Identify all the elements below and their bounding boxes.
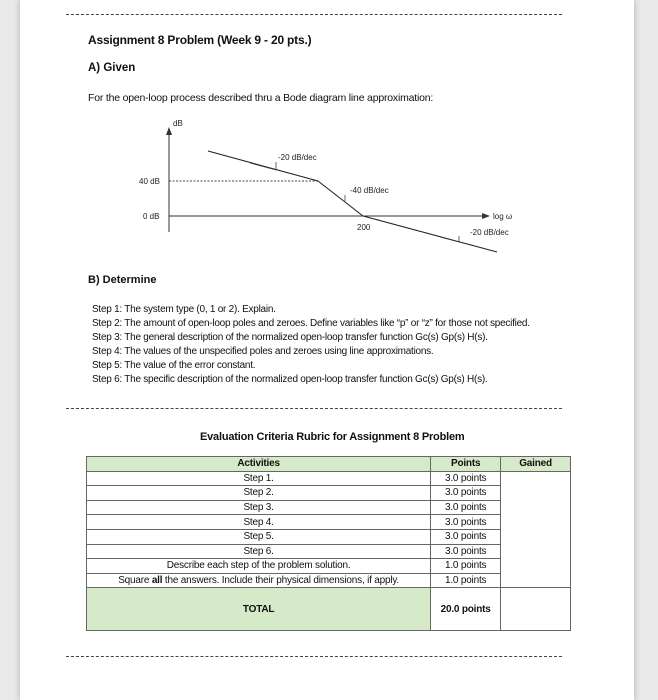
section-a-intro: For the open-loop process described thru a Bode diagram line approximation: xyxy=(88,92,434,104)
step-item-4: Step 4: The values of the unspecified poles and zeroes using line approximations. xyxy=(92,346,434,357)
table-row xyxy=(87,559,571,574)
step-item-2: Step 2: The amount of open-loop poles and zeroes. Define variables like “p” or “z” for those not specified. xyxy=(92,318,530,329)
section-a-heading: A) Given xyxy=(88,62,136,74)
gained-cell xyxy=(501,529,571,544)
bode-slope-1-label: -20 dB/dec xyxy=(278,153,317,162)
points-header: Points xyxy=(431,457,501,472)
gained-cell xyxy=(501,515,571,530)
total-row xyxy=(87,588,571,631)
activity-cell: Step 6. xyxy=(87,544,431,559)
points-cell: 3.0 points xyxy=(431,471,501,486)
gained-cell xyxy=(501,486,571,501)
points-cell: 1.0 points xyxy=(431,559,501,574)
table-row xyxy=(87,500,571,515)
bode-y-label: dB xyxy=(173,119,183,128)
table-row xyxy=(87,529,571,544)
step-item-6: Step 6: The specific description of the normalized open-loop transfer function Gc(s) Gp(s) H(s). xyxy=(92,374,488,385)
assignment-title: Assignment 8 Problem (Week 9 - 20 pts.) xyxy=(88,33,312,47)
gained-cell xyxy=(501,559,571,574)
points-cell: 3.0 points xyxy=(431,500,501,515)
section-b-heading: B) Determine xyxy=(88,274,157,286)
table-row xyxy=(87,544,571,559)
activity-cell: Step 2. xyxy=(87,486,431,501)
bode-slope-2-label: -40 dB/dec xyxy=(350,186,389,195)
step-item-1: Step 1: The system type (0, 1 or 2). Explain. xyxy=(92,304,276,315)
points-cell: 3.0 points xyxy=(431,486,501,501)
step-item-3: Step 3: The general description of the normalized open-loop transfer function Gc(s) Gp(s) H(s). xyxy=(92,332,488,343)
gained-cell xyxy=(501,471,571,486)
gained-cell xyxy=(501,544,571,559)
steps-list xyxy=(92,303,530,387)
bode-diagram xyxy=(0,0,658,270)
table-row xyxy=(87,515,571,530)
bode-corner-label: 200 xyxy=(357,223,371,232)
table-row xyxy=(87,573,571,588)
last-row-prefix: Square xyxy=(118,575,152,587)
points-cell: 1.0 points xyxy=(431,573,501,588)
last-row-suffix: the answers. Include their physical dimensions, if apply. xyxy=(162,575,400,587)
last-row-bold: all xyxy=(151,575,163,587)
rubric-table xyxy=(86,456,571,631)
activity-cell: Step 4. xyxy=(87,515,431,530)
rubric-header-row xyxy=(87,457,571,472)
bode-slope-3-label: -20 dB/dec xyxy=(470,228,509,237)
bode-y-arrow xyxy=(166,127,172,135)
bottom-divider xyxy=(66,656,562,657)
gained-cell xyxy=(501,500,571,515)
total-points: 20.0 points xyxy=(431,588,501,631)
rubric-title: Evaluation Criteria Rubric for Assignment 8 Problem xyxy=(200,431,465,443)
points-cell: 3.0 points xyxy=(431,529,501,544)
activity-cell: Step 3. xyxy=(87,500,431,515)
points-cell: 3.0 points xyxy=(431,515,501,530)
activity-cell: Describe each step of the problem solution. xyxy=(87,559,431,574)
activity-cell: Step 1. xyxy=(87,471,431,486)
total-label: TOTAL xyxy=(87,588,431,631)
bode-x-label: log ω xyxy=(493,212,513,221)
bode-40db-label: 40 dB xyxy=(139,177,160,186)
table-row xyxy=(87,486,571,501)
bode-x-arrow xyxy=(482,213,490,219)
gained-cell xyxy=(501,573,571,588)
slope-marker-2 xyxy=(336,195,345,202)
points-cell: 3.0 points xyxy=(431,544,501,559)
middle-divider xyxy=(66,408,562,409)
total-gained-cell xyxy=(501,588,571,631)
activities-header: Activities xyxy=(87,457,431,472)
step-item-5: Step 5: The value of the error constant. xyxy=(92,360,256,371)
activity-cell: Step 5. xyxy=(87,529,431,544)
table-row xyxy=(87,471,571,486)
gained-header: Gained xyxy=(501,457,571,472)
activity-cell xyxy=(87,573,431,588)
bode-0db-label: 0 dB xyxy=(143,212,160,221)
